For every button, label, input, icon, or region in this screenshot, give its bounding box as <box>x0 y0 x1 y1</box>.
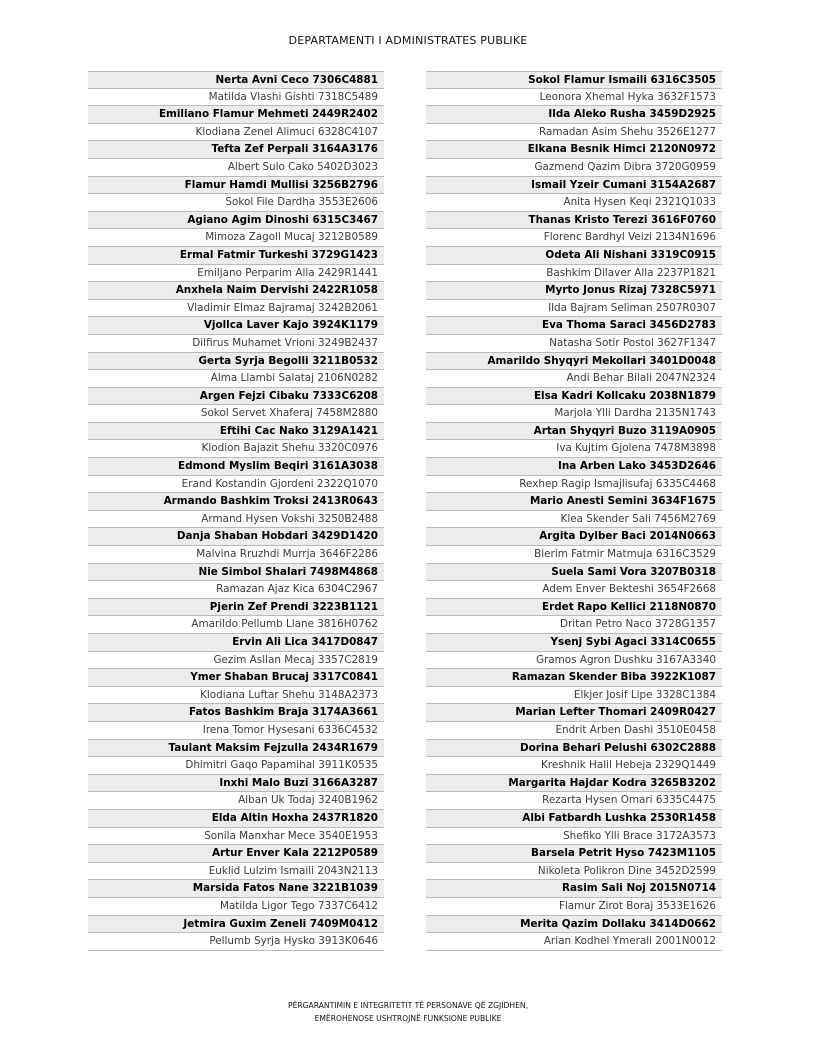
list-item: Nerta Avni Ceco 7306C4881 <box>88 71 384 89</box>
list-item: Anxhela Naim Dervishi 2422R1058 <box>88 282 384 300</box>
list-item: Gezim Asllan Mecaj 3357C2819 <box>88 652 384 670</box>
list-item: Inxhi Malo Buzi 3166A3287 <box>88 775 384 793</box>
list-item: Barsela Petrit Hyso 7423M1105 <box>426 845 722 863</box>
page-footer <box>0 999 816 1025</box>
list-item: Klea Skender Sali 7456M2769 <box>426 511 722 529</box>
list-item: Natasha Sotir Postol 3627F1347 <box>426 335 722 353</box>
list-item: Iva Kujtim Gjolena 7478M3898 <box>426 440 722 458</box>
list-item: Gerta Syrja Begolli 3211B0532 <box>88 353 384 371</box>
list-item: Pellumb Syrja Hysko 3913K0646 <box>88 933 384 951</box>
list-item: Malvina Rruzhdi Murrja 3646F2286 <box>88 546 384 564</box>
list-item: Marian Lefter Thomari 2409R0427 <box>426 704 722 722</box>
left-name-column <box>88 71 384 951</box>
list-item: Alma Llambi Salataj 2106N0282 <box>88 370 384 388</box>
list-item: Sokol Servet Xhaferaj 7458M2880 <box>88 405 384 423</box>
list-item: Ervin Ali Lica 3417D0847 <box>88 634 384 652</box>
list-item: Margarita Hajdar Kodra 3265B3202 <box>426 775 722 793</box>
list-item: Rasim Sali Noj 2015N0714 <box>426 880 722 898</box>
list-item: Dilfirus Muhamet Vrioni 3249B2437 <box>88 335 384 353</box>
list-item: Amarildo Pellumb Llane 3816H0762 <box>88 616 384 634</box>
list-item: Albert Sulo Cako 5402D3023 <box>88 159 384 177</box>
page-title: DEPARTAMENTI I ADMINISTRATES PUBLIKE <box>288 34 528 47</box>
list-item: Erdet Rapo Kellici 2118N0870 <box>426 599 722 617</box>
list-item: Elsa Kadri Kollcaku 2038N1879 <box>426 388 722 406</box>
right-name-column <box>426 71 722 951</box>
footer-line-2: EMËROHENOSE USHTROJNË FUNKSIONE PUBLIKE <box>314 1014 502 1023</box>
list-item: Armando Bashkim Troksi 2413R0643 <box>88 493 384 511</box>
list-item: Ramadan Asim Shehu 3526E1277 <box>426 124 722 142</box>
list-item: Vjollca Laver Kajo 3924K1179 <box>88 317 384 335</box>
list-item: Odeta Ali Nishani 3319C0915 <box>426 247 722 265</box>
list-item: Rezarta Hysen Omari 6335C4475 <box>426 792 722 810</box>
list-item: Ismail Yzeir Cumani 3154A2687 <box>426 177 722 195</box>
list-item: Mario Anesti Semini 3634F1675 <box>426 493 722 511</box>
list-item: Ramazan Skender Biba 3922K1087 <box>426 669 722 687</box>
list-item: Euklid Lulzim Ismaili 2043N2113 <box>88 863 384 881</box>
footer-line-1: PËRGARANTIMIN E INTEGRITETIT TË PERSONAVE QË ZGJIDHEN, <box>288 1001 528 1010</box>
list-item: Ysenj Sybi Agaci 3314C0655 <box>426 634 722 652</box>
list-item: Matilda Vlashi Gishti 7318C5489 <box>88 89 384 107</box>
list-item: Alban Uk Todaj 3240B1962 <box>88 792 384 810</box>
list-item: Argen Fejzi Cibaku 7333C6208 <box>88 388 384 406</box>
list-item: Marsida Fatos Nane 3221B1039 <box>88 880 384 898</box>
list-item: Marjola Ylli Dardha 2135N1743 <box>426 405 722 423</box>
list-item: Klodiana Luftar Shehu 3148A2373 <box>88 687 384 705</box>
list-item: Dhimitri Gaqo Papamihal 3911K0535 <box>88 757 384 775</box>
list-item: Matilda Ligor Tego 7337C6412 <box>88 898 384 916</box>
list-item: Ilda Bajram Seliman 2507R0307 <box>426 300 722 318</box>
list-item: Bashkim Dilaver Alla 2237P1821 <box>426 265 722 283</box>
list-item: Eva Thoma Saraci 3456D2783 <box>426 317 722 335</box>
list-item: Klodiana Zenel Alimuci 6328C4107 <box>88 124 384 142</box>
list-item: Dorina Behari Pelushi 6302C2888 <box>426 740 722 758</box>
list-item: Endrit Arben Dashi 3510E0458 <box>426 722 722 740</box>
list-item: Jetmira Guxim Zeneli 7409M0412 <box>88 916 384 934</box>
list-item: Suela Sami Vora 3207B0318 <box>426 564 722 582</box>
list-item: Nikoleta Polikron Dine 3452D2599 <box>426 863 722 881</box>
list-item: Thanas Kristo Terezi 3616F0760 <box>426 212 722 230</box>
list-item: Kreshnik Halil Hebeja 2329Q1449 <box>426 757 722 775</box>
list-item: Tefta Zef Perpali 3164A3176 <box>88 141 384 159</box>
list-item: Rexhep Ragip Ismajlisufaj 6335C4468 <box>426 476 722 494</box>
list-item: Taulant Maksim Fejzulla 2434R1679 <box>88 740 384 758</box>
list-item: Dritan Petro Naco 3728G1357 <box>426 616 722 634</box>
list-item: Danja Shaban Hobdari 3429D1420 <box>88 528 384 546</box>
list-item: Elkjer Josif Lipe 3328C1384 <box>426 687 722 705</box>
list-item: Vladimir Elmaz Bajramaj 3242B2061 <box>88 300 384 318</box>
list-item: Ymer Shaban Brucaj 3317C0841 <box>88 669 384 687</box>
list-item: Irena Tomor Hysesani 6336C4532 <box>88 722 384 740</box>
list-item: Blerim Fatmir Matmuja 6316C3529 <box>426 546 722 564</box>
list-item: Erand Kostandin Gjordeni 2322Q1070 <box>88 476 384 494</box>
list-item: Flamur Zirot Boraj 3533E1626 <box>426 898 722 916</box>
list-item: Agiano Agim Dinoshi 6315C3467 <box>88 212 384 230</box>
list-item: Sonila Manxhar Mece 3540E1953 <box>88 828 384 846</box>
list-item: Ilda Aleko Rusha 3459D2925 <box>426 106 722 124</box>
list-item: Ramazan Ajaz Kica 6304C2967 <box>88 581 384 599</box>
list-item: Gramos Agron Dushku 3167A3340 <box>426 652 722 670</box>
list-item: Shefiko Ylli Brace 3172A3573 <box>426 828 722 846</box>
list-item: Mimoza Zagoll Mucaj 3212B0589 <box>88 229 384 247</box>
list-item: Adem Enver Bekteshi 3654F2668 <box>426 581 722 599</box>
list-item: Gazmend Qazim Dibra 3720G0959 <box>426 159 722 177</box>
list-item: Artur Enver Kala 2212P0589 <box>88 845 384 863</box>
list-item: Florenc Bardhyl Veizi 2134N1696 <box>426 229 722 247</box>
list-item: Artan Shyqyri Buzo 3119A0905 <box>426 423 722 441</box>
list-item: Albi Fatbardh Lushka 2530R1458 <box>426 810 722 828</box>
list-item: Edmond Myslim Beqiri 3161A3038 <box>88 458 384 476</box>
list-item: Emiliano Flamur Mehmeti 2449R2402 <box>88 106 384 124</box>
list-item: Amarildo Shyqyri Mekollari 3401D0048 <box>426 353 722 371</box>
list-item: Fatos Bashkim Braja 3174A3661 <box>88 704 384 722</box>
list-item: Argita Dylber Baci 2014N0663 <box>426 528 722 546</box>
list-item: Klodion Bajazit Shehu 3320C0976 <box>88 440 384 458</box>
list-item: Pjerin Zef Prendi 3223B1121 <box>88 599 384 617</box>
list-item: Ina Arben Lako 3453D2646 <box>426 458 722 476</box>
list-item: Armand Hysen Vokshi 3250B2488 <box>88 511 384 529</box>
list-item: Elkana Besnik Himci 2120N0972 <box>426 141 722 159</box>
list-item: Andi Behar Bilali 2047N2324 <box>426 370 722 388</box>
list-item: Arian Kodhel Ymerali 2001N0012 <box>426 933 722 951</box>
list-item: Nie Simbol Shalari 7498M4868 <box>88 564 384 582</box>
list-item: Flamur Hamdi Mullisi 3256B2796 <box>88 177 384 195</box>
list-item: Ermal Fatmir Turkeshi 3729G1423 <box>88 247 384 265</box>
list-item: Sokol File Dardha 3553E2606 <box>88 194 384 212</box>
list-item: Myrto Jonus Rizaj 7328C5971 <box>426 282 722 300</box>
list-item: Sokol Flamur Ismaili 6316C3505 <box>426 71 722 89</box>
list-item: Elda Altin Hoxha 2437R1820 <box>88 810 384 828</box>
list-item: Emiljano Perparim Alla 2429R1441 <box>88 265 384 283</box>
list-item: Merita Qazim Dollaku 3414D0662 <box>426 916 722 934</box>
list-item: Eftihi Cac Nako 3129A1421 <box>88 423 384 441</box>
list-item: Anita Hysen Keqi 2321Q1033 <box>426 194 722 212</box>
list-item: Leonora Xhemal Hyka 3632F1573 <box>426 89 722 107</box>
